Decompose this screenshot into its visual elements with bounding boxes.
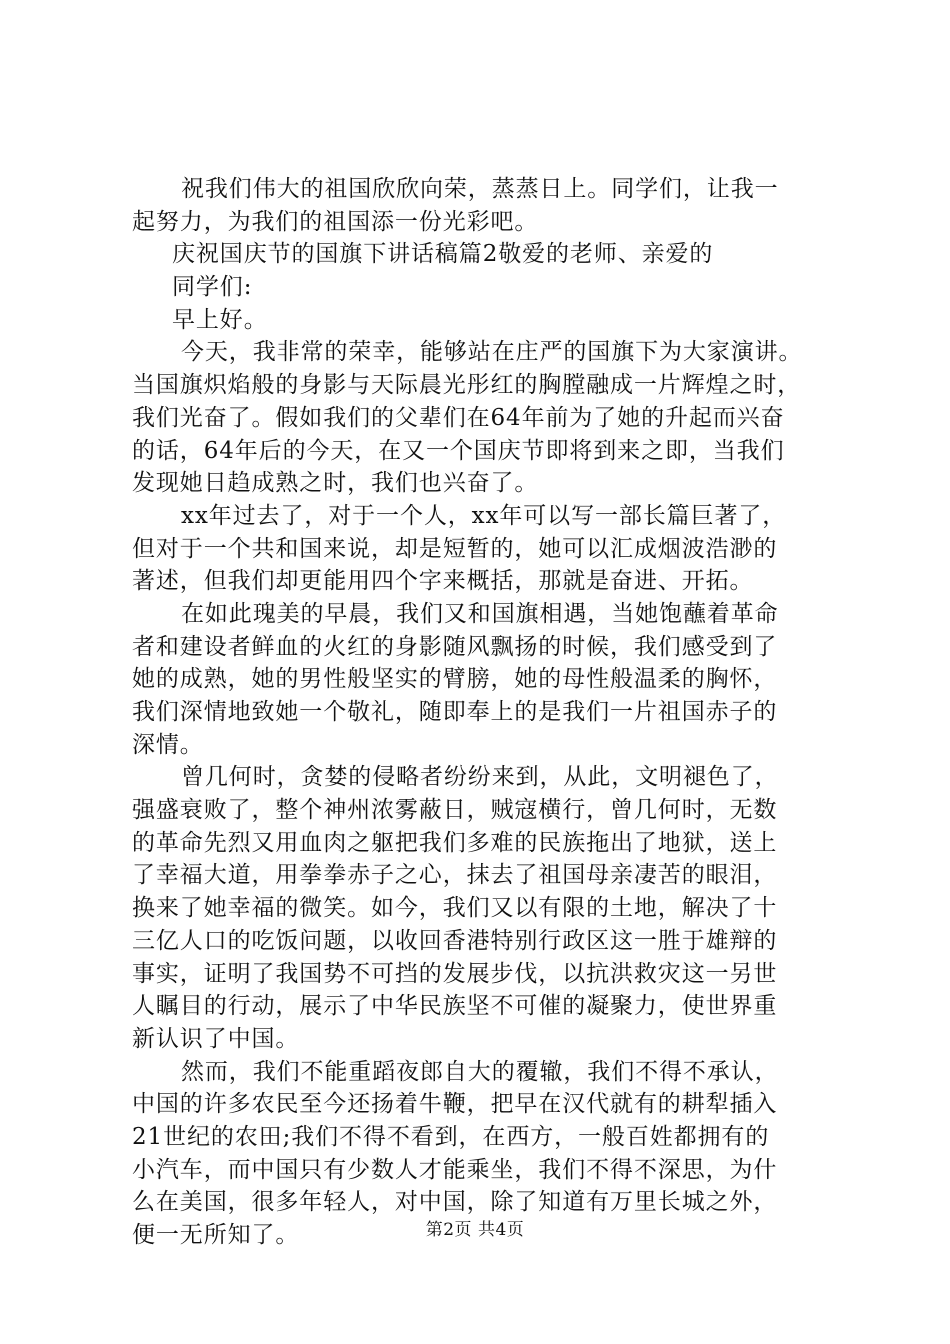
text-line: 当国旗炽焰般的身影与天际晨光彤红的胸膛融成一片辉煌之时，: [132, 372, 802, 399]
text-line: 新认识了中国。: [132, 1025, 300, 1052]
text-line: 著述，但我们却更能用四个字来概括，那就是奋进、开拓。: [132, 568, 754, 595]
text-line: 然而，我们不能重蹈夜郎自大的覆辙，我们不得不承认，: [181, 1058, 779, 1085]
text-line: 早上好。: [172, 306, 268, 333]
text-line: 的革命先烈又用血肉之躯把我们多难的民族拖出了地狱，送上: [132, 829, 778, 856]
page-number-footer: 第2页 共4页: [425, 1220, 525, 1240]
text-line: 换来了她幸福的微笑。如今，我们又以有限的土地，解决了十: [132, 895, 778, 922]
text-line: 者和建设者鲜血的火红的身影随风飘扬的时候，我们感受到了: [132, 633, 778, 660]
text-line: 三亿人口的吃饭问题，以收回香港特别行政区这一胜于雄辩的: [132, 927, 778, 954]
text-line: 她的成熟，她的男性般坚实的臂膀，她的母性般温柔的胸怀，: [132, 666, 778, 693]
text-line: 今天，我非常的荣幸，能够站在庄严的国旗下为大家演讲。: [181, 339, 803, 366]
text-line: 中国的许多农民至今还扬着牛鞭，把早在汉代就有的耕犁插入: [132, 1091, 778, 1118]
text-line: 庆祝国庆节的国旗下讲话稿篇2敬爱的老师、亲爱的: [172, 241, 714, 268]
text-line: 强盛衰败了，整个神州浓雾蔽日，贼寇横行，曾几何时，无数: [132, 797, 778, 824]
body-text: [132, 173, 857, 1252]
text-line: 祝我们伟大的祖国欣欣向荣，蒸蒸日上。同学们，让我一: [181, 176, 779, 202]
text-line: 的话，64年后的今天，在又一个国庆节即将到来之即，当我们: [132, 437, 785, 464]
text-line: 同学们:: [172, 274, 253, 301]
text-line: 在如此瑰美的早晨，我们又和国旗相遇，当她饱蘸着革命: [181, 600, 779, 627]
text-line: 便一无所知了。: [132, 1222, 300, 1248]
text-line: 21世纪的农田;我们不得不看到，在西方，一般百姓都拥有的: [132, 1123, 770, 1150]
text-line: 人瞩目的行动，展示了中华民族坚不可催的凝聚力，使世界重: [132, 993, 778, 1020]
text-line: 么在美国，很多年轻人，对中国，除了知道有万里长城之外，: [132, 1189, 778, 1216]
text-line: xx年过去了，对于一个人，xx年可以写一部长篇巨著了，: [181, 502, 787, 529]
text-line: 我们深情地致她一个敬礼，随即奉上的是我们一片祖国赤子的: [132, 699, 778, 725]
text-line: 小汽车，而中国只有少数人才能乘坐，我们不得不深思，为什: [132, 1156, 778, 1183]
text-line: 事实，证明了我国势不可挡的发展步伐，以抗洪救灾这一另世: [132, 960, 778, 987]
text-line: 发现她日趋成熟之时，我们也兴奋了。: [132, 470, 539, 497]
text-line: 但对于一个共和国来说，却是短暂的，她可以汇成烟波浩渺的: [132, 535, 778, 562]
text-line: 深情。: [132, 731, 204, 758]
text-line: 了幸福大道，用拳拳赤子之心，抹去了祖国母亲凄苦的眼泪，: [132, 862, 778, 889]
text-line: 我们光奋了。假如我们的父辈们在64年前为了她的升起而兴奋: [132, 404, 785, 431]
text-line: 曾几何时，贪婪的侵略者纷纷来到，从此，文明褪色了，: [181, 764, 779, 791]
text-line: 起努力，为我们的祖国添一份光彩吧。: [132, 208, 539, 235]
